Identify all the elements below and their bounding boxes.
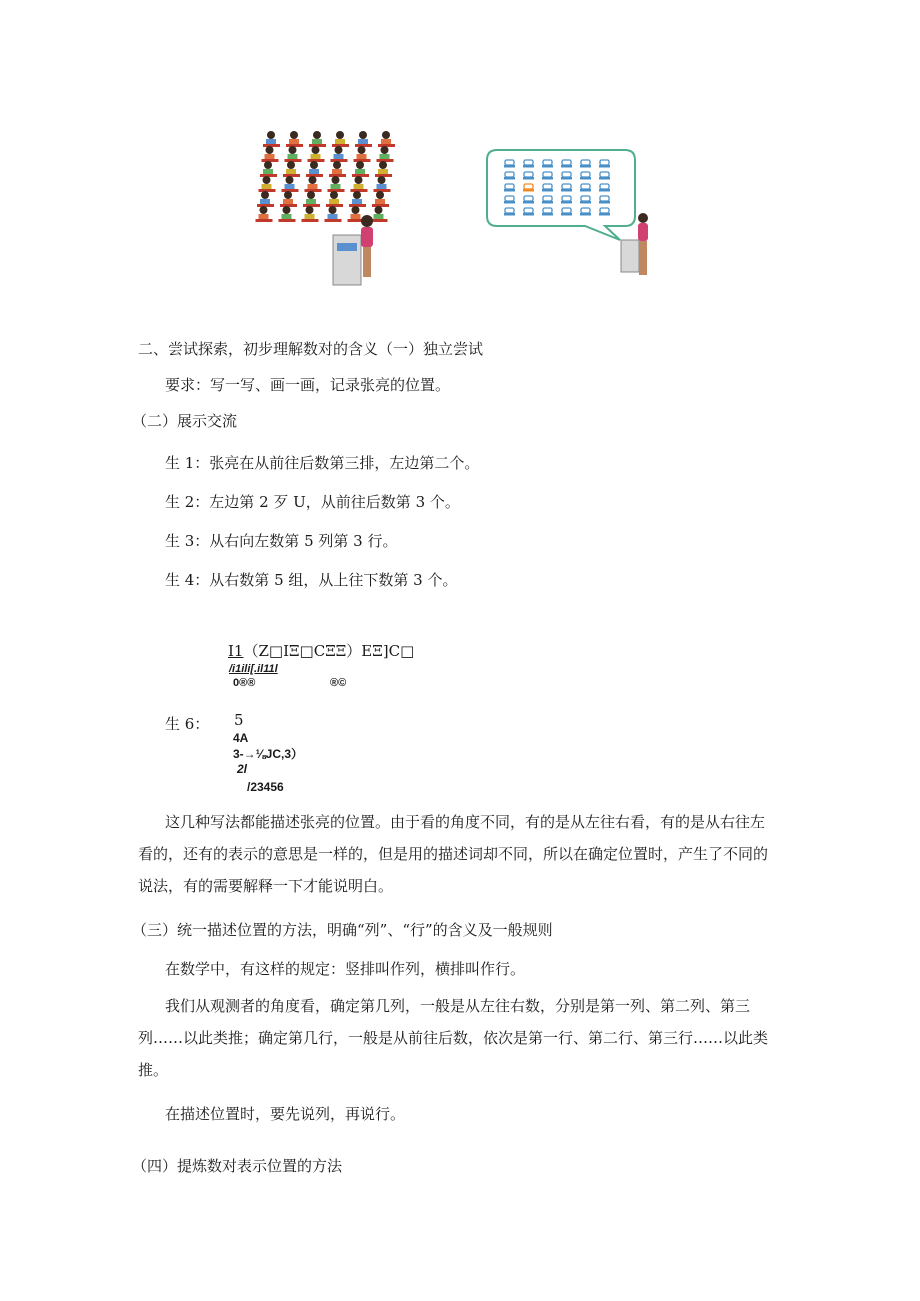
student-head: [379, 161, 387, 169]
student-head: [356, 161, 364, 169]
ocr-line-3-left: 0®®: [233, 677, 256, 689]
seat-desk-icon: [504, 177, 515, 180]
student-head: [310, 161, 318, 169]
student-head: [376, 191, 384, 199]
ocr-line-2: /i1ili[.il11l: [229, 663, 278, 675]
seat-desk-icon: [599, 189, 610, 192]
student-6-label: 生 6：: [165, 715, 210, 733]
seat-desk-icon: [504, 201, 515, 204]
seat-desk-icon: [504, 213, 515, 216]
student-head: [335, 146, 343, 154]
seat-desk-icon: [542, 165, 553, 168]
seat-desk-icon: [599, 213, 610, 216]
section-3-title: （三）统一描述位置的方法，明确“列”、“行”的含义及一般规则: [132, 921, 553, 939]
student-head: [266, 146, 274, 154]
seat-desk-icon: [542, 189, 553, 192]
student-6-row-4: 4A: [233, 731, 249, 745]
student-head: [355, 176, 363, 184]
student-6-row-1: /23456: [247, 780, 284, 794]
ocr-prefix: I1: [228, 642, 244, 660]
seat-desk-icon: [561, 201, 572, 204]
seat-desk-icon: [599, 165, 610, 168]
student-head: [283, 206, 291, 214]
student-head: [263, 176, 271, 184]
student-head: [267, 131, 275, 139]
ocr-line-3-right: ®©: [330, 677, 347, 689]
requirement-text: 要求：写一写、画一画，记录张亮的位置。: [165, 376, 451, 394]
student-head: [306, 206, 314, 214]
student-head: [378, 176, 386, 184]
student-head: [307, 191, 315, 199]
seat-desk-icon: [504, 189, 515, 192]
seat-desk-icon: [599, 201, 610, 204]
seat-desk-icon: [542, 213, 553, 216]
section-2-title: 二、尝试探索，初步理解数对的含义（一）独立尝试: [138, 340, 484, 358]
seat-desk-icon: [504, 165, 515, 168]
student-desk: [302, 219, 319, 222]
student-3-answer: 生 3：从右向左数第 5 列第 3 行。: [165, 532, 398, 550]
seat-map-illustration: [485, 148, 665, 288]
seat-desk-icon: [580, 177, 591, 180]
seat-desk-icon: [580, 201, 591, 204]
seat-desk-icon: [542, 177, 553, 180]
seat-desk-icon: [580, 165, 591, 168]
rule-1: 在数学中，有这样的规定：竖排叫作列，横排叫作行。: [165, 960, 526, 978]
rule-3: 在描述位置时，要先说列，再说行。: [165, 1105, 406, 1123]
student-desk: [371, 219, 388, 222]
student-5-figure-line: [228, 640, 414, 661]
student-head: [312, 146, 320, 154]
seat-desk-icon: [542, 201, 553, 204]
student-head: [382, 131, 390, 139]
seat-desk-icon: [580, 189, 591, 192]
classroom-illustration: [255, 125, 405, 295]
ocr-rest: （Z□IΞ□CΞΞ）EΞ]C□: [243, 642, 415, 660]
student-grid: [256, 131, 396, 222]
seat-desk-icon: [523, 201, 534, 204]
student-head: [289, 146, 297, 154]
rule-2: 我们从观测者的角度看，确定第几列，一般是从左往右数，分别是第一列、第二列、第三列……以此类推；确定第几行，一般是从前往后数，依次是第一行、第二行、第三行……以此类推。: [138, 997, 769, 1079]
student-head: [284, 191, 292, 199]
student-head: [264, 161, 272, 169]
student-head: [352, 206, 360, 214]
student-head: [287, 161, 295, 169]
student-head: [286, 176, 294, 184]
seat-desk-icon: [523, 165, 534, 168]
speech-bubble: [487, 150, 635, 240]
section-2-subtitle: （二）展示交流: [132, 412, 238, 430]
student-6-row-5: 5: [234, 711, 244, 729]
seat-desk-icon: [523, 213, 534, 216]
student-head: [358, 146, 366, 154]
seat-desk-icon: [561, 177, 572, 180]
seat-desk-icon: [561, 189, 572, 192]
student-head: [381, 146, 389, 154]
student-6-row-3: 3-→⅛JC,3）: [233, 747, 304, 761]
student-1-answer: 生 1：张亮在从前往后数第三排，左边第二个。: [165, 454, 480, 472]
seat-desk-icon: [580, 213, 591, 216]
teacher-figure: [333, 215, 373, 285]
student-2-answer: 生 2：左边第 2 歹 U，从前往后数第 3 个。: [165, 493, 460, 511]
student-desk: [256, 219, 273, 222]
student-head: [336, 131, 344, 139]
seat-desk-icon: [599, 177, 610, 180]
student-desk: [279, 219, 296, 222]
student-head: [353, 191, 361, 199]
section-4-title: （四）提炼数对表示位置的方法: [132, 1157, 343, 1175]
seat-desk-icon: [561, 213, 572, 216]
student-head: [309, 176, 317, 184]
student-head: [330, 191, 338, 199]
student-desk: [325, 219, 342, 222]
seat-desk-icon: [523, 189, 534, 192]
student-head: [329, 206, 337, 214]
seat-desk-icon: [561, 165, 572, 168]
seat-desk-icon: [523, 177, 534, 180]
student-head: [313, 131, 321, 139]
student-6-row-2: 2l: [237, 762, 248, 776]
student-head: [359, 131, 367, 139]
explanation-paragraph: 这几种写法都能描述张亮的位置。由于看的角度不同，有的是从左往右看，有的是从右往左看的，还有的表示的意思是一样的，但是用的描述词却不同，所以在确定位置时，产生了不同的说法，有的需要解释一下才能说明白。: [138, 813, 769, 895]
student-head: [260, 206, 268, 214]
student-head: [290, 131, 298, 139]
student-head: [333, 161, 341, 169]
student-head: [261, 191, 269, 199]
student-head: [332, 176, 340, 184]
student-4-answer: 生 4：从右数第 5 组，从上往下数第 3 个。: [165, 571, 458, 589]
student-head: [375, 206, 383, 214]
